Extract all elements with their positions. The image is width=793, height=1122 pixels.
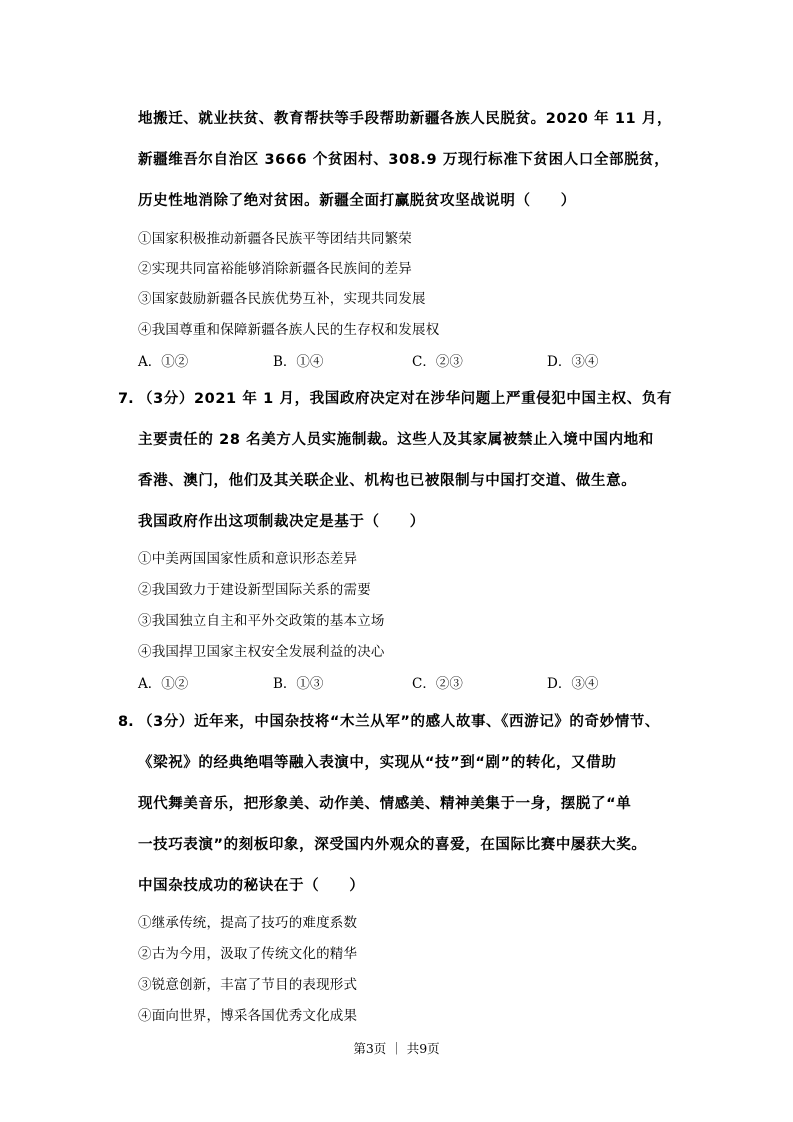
page-footer: 第3页 ｜ 共9页 (353, 1041, 440, 1056)
q6-choice-d: D．③④ (547, 354, 599, 370)
q8-stem-line-3: 现代舞美音乐，把形象美、动作美、情感美、精神美集于一身，摆脱了“单 (138, 796, 632, 812)
q7-statement-1: ①中美两国国家性质和意识形态差异 (138, 551, 358, 567)
q8-statement-3: ③锐意创新，丰富了节目的表现形式 (138, 977, 358, 993)
q6-choice-a: A．①② (138, 354, 189, 370)
q8-statement-4: ④面向世界，博采各国优秀文化成果 (138, 1008, 358, 1024)
q7-stem-line-3: 香港、澳门，他们及其关联企业、机构也已被限制与中国打交道、做生意。 (138, 473, 637, 489)
q6-choice-b: B．①④ (273, 354, 324, 370)
q6-statement-1: ①国家积极推动新疆各民族平等团结共同繁荣 (138, 231, 412, 247)
q7-stem-line-4: 我国政府作出这项制裁决定是基于（ ） (138, 514, 425, 530)
q7-statement-3: ③我国独立自主和平外交政策的基本立场 (138, 613, 385, 629)
q7-choice-b: B．①③ (273, 676, 324, 692)
q6-stem-line-1: 地搬迁、就业扶贫、教育帮扶等手段帮助新疆各族人民脱贫。2020 年 11 月， (138, 111, 673, 127)
q6-statement-3: ③国家鼓励新疆各民族优势互补，实现共同发展 (138, 291, 426, 307)
q8-statement-1: ①继承传统，提高了技巧的难度系数 (138, 915, 358, 931)
q7-choice-d: D．③④ (547, 676, 599, 692)
q6-stem-line-2: 新疆维吾尔自治区 3666 个贫困村、308.9 万现行标准下贫困人口全部脱贫， (138, 152, 670, 168)
q7-statement-2: ②我国致力于建设新型国际关系的需要 (138, 582, 371, 598)
q8-stem-line-1: （3分）近年来，中国杂技将“木兰从军”的感人故事、《西游记》的奇妙情节、 (138, 714, 660, 730)
q8-stem-line-4: 一技巧表演”的刻板印象，深受国内外观众的喜爱，在国际比赛中屡获大奖。 (138, 837, 647, 853)
q7-choice-c: C．②③ (412, 676, 463, 692)
q8-stem-line-5: 中国杂技成功的秘诀在于（ ） (138, 878, 365, 894)
q7-number: 7. (118, 391, 134, 407)
q8-number: 8. (118, 714, 134, 730)
q7-stem-line-2: 主要责任的 28 名美方人员实施制裁。这些人及其家属被禁止入境中国内地和 (138, 432, 654, 448)
q8-statement-2: ②古为今用，汲取了传统文化的精华 (138, 946, 358, 962)
q7-choice-a: A．①② (138, 676, 189, 692)
q6-statement-2: ②实现共同富裕能够消除新疆各民族间的差异 (138, 261, 412, 277)
q7-stem-line-1: （3分）2021 年 1 月，我国政府决定对在涉华问题上严重侵犯中国主权、负有 (138, 391, 673, 407)
q6-stem-line-3: 历史性地消除了绝对贫困。新疆全面打赢脱贫攻坚战说明（ ） (138, 193, 576, 209)
q6-statement-4: ④我国尊重和保障新疆各族人民的生存权和发展权 (138, 322, 440, 338)
q7-statement-4: ④我国捍卫国家主权安全发展利益的决心 (138, 644, 385, 660)
q8-stem-line-2: 《梁祝》的经典绝唱等融入表演中，实现从“技”到“剧”的转化，又借助 (138, 755, 617, 771)
q6-choice-c: C．②③ (412, 354, 463, 370)
